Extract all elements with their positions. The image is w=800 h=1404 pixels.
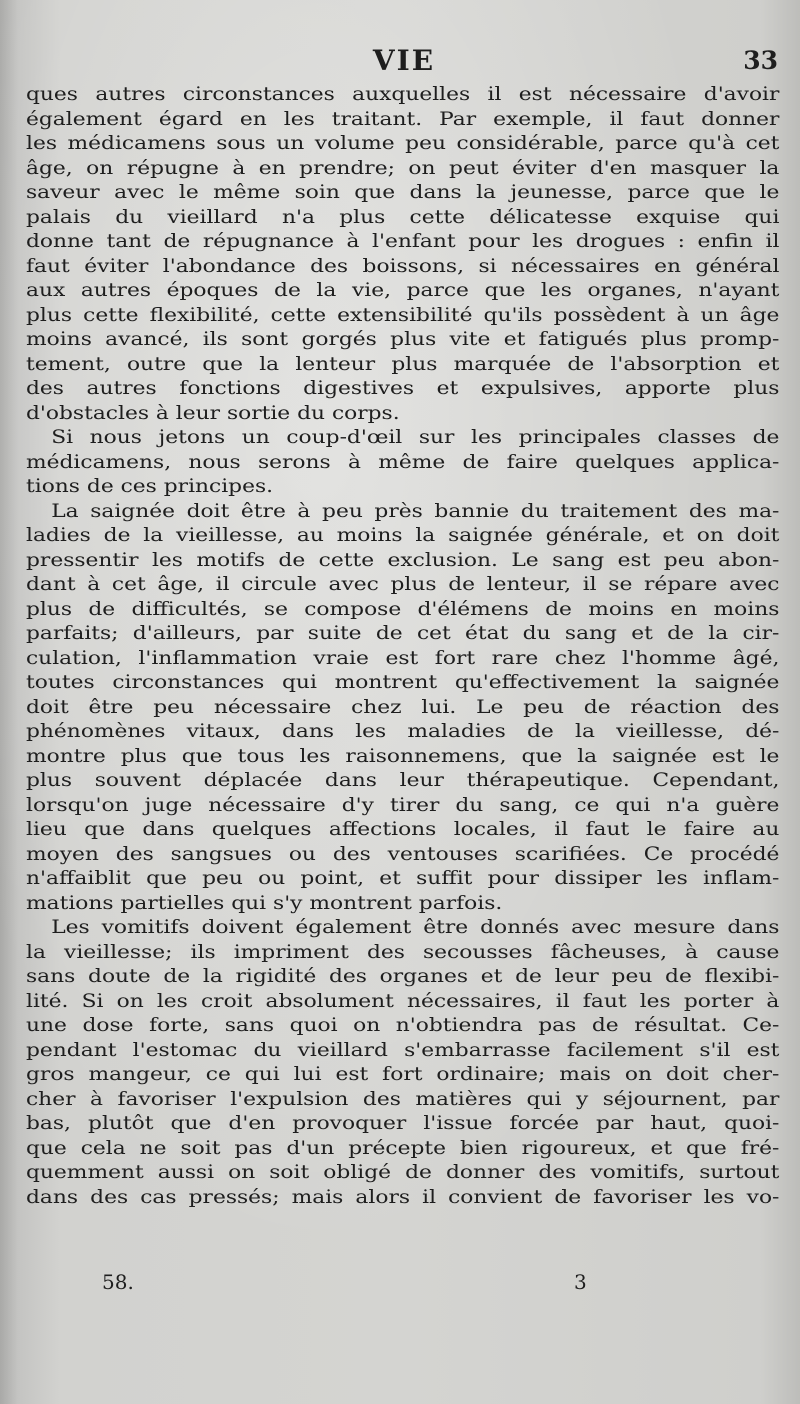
printer-signature: 58. [102, 1270, 134, 1294]
text-line: toutes circonstances qui montrent qu'effectivement la saignée [26, 671, 780, 693]
text-line: la vieillesse; ils impriment des secousses fâcheuses, à cause [26, 940, 780, 963]
text-line: plus souvent déplacée dans leur thérapeutique. Cependant, [26, 769, 780, 791]
text-line: quemment aussi on soit obligé de donner des vomitifs, surtout [26, 1161, 780, 1183]
text-line: gros mangeur, ce qui lui est fort ordinaire; mais on doit cher- [26, 1063, 780, 1085]
paragraph [26, 425, 780, 499]
text-line: sans doute de la rigidité des organes et de leur peu de flexibi- [26, 965, 780, 987]
text-line: tement, outre que la lenteur plus marquée de l'absorption et [26, 352, 780, 375]
text-line: n'affaiblit que peu ou point, et suffit pour dissiper les inflam- [26, 867, 780, 889]
body-text [26, 82, 780, 1209]
text-line: faut éviter l'abondance des boissons, si nécessaires en général [26, 254, 780, 277]
text-line: cher à favoriser l'expulsion des matières qui y séjournent, par [26, 1087, 780, 1110]
text-line: mations partielles qui s'y montrent parfois. [26, 891, 503, 914]
text-line: des autres fonctions digestives et expulsives, apporte plus [26, 377, 780, 399]
text-line: saveur avec le même soin que dans la jeunesse, parce que le [26, 181, 780, 203]
text-line: une dose forte, sans quoi on n'obtiendra pas de résultat. Ce- [26, 1014, 780, 1036]
text-line: plus cette flexibilité, cette extensibilité qu'ils possèdent à un âge [26, 303, 780, 326]
running-title: VIE [372, 44, 436, 77]
text-line: moins avancé, ils sont gorgés plus vite et fatigués plus promp- [26, 328, 780, 350]
text-line: lieu que dans quelques affections locales, il faut le faire au [26, 818, 780, 840]
text-line: que cela ne soit pas d'un précepte bien rigoureux, et que fré- [26, 1136, 780, 1159]
text-line: également égard en les traitant. Par exemple, il faut donner [26, 107, 780, 130]
page-footer [26, 1270, 782, 1298]
text-line: les médicamens sous un volume peu considérable, parce qu'à cet [26, 132, 780, 154]
text-line: Si nous jetons un coup-d'œil sur les principales classes de [51, 426, 780, 448]
text-line: dant à cet âge, il circule avec plus de lenteur, il se répare avec [26, 573, 780, 595]
text-line: pendant l'estomac du vieillard s'embarrasse facilement s'il est [26, 1038, 780, 1061]
text-line: aux autres époques de la vie, parce que les organes, n'ayant [26, 279, 780, 301]
paragraph [26, 499, 780, 916]
running-head [26, 44, 782, 84]
text-line: parfaits; d'ailleurs, par suite de cet état du sang et de la cir- [26, 622, 780, 644]
text-line: pressentir les motifs de cette exclusion. Le sang est peu abon- [26, 548, 780, 571]
text-line: culation, l'inflammation vraie est fort rare chez l'homme âgé, [26, 646, 780, 669]
page-number: 33 [743, 46, 778, 75]
text-line: doit être peu nécessaire chez lui. Le peu de réaction des [26, 695, 780, 718]
text-line: lorsqu'on juge nécessaire d'y tirer du sang, ce qui n'a guère [26, 793, 780, 816]
text-line: d'obstacles à leur sortie du corps. [26, 401, 400, 424]
text-line: moyen des sangsues ou des ventouses scarifiées. Ce procédé [26, 842, 780, 865]
text-line: Les vomitifs doivent également être donnés avec mesure dans [51, 916, 780, 938]
text-line: dans des cas pressés; mais alors il convient de favoriser les vo- [26, 1185, 780, 1208]
text-line: âge, on répugne à en prendre; on peut éviter d'en masquer la [26, 156, 780, 179]
text-line: La saignée doit être à peu près bannie du traitement des ma- [51, 499, 780, 522]
text-line: montre plus que tous les raisonnemens, que la saignée est le [26, 744, 780, 767]
text-line: phénomènes vitaux, dans les maladies de la vieillesse, dé- [26, 720, 780, 742]
text-line: bas, plutôt que d'en provoquer l'issue forcée par haut, quoi- [26, 1112, 780, 1134]
text-line: ques autres circonstances auxquelles il est nécessaire d'avoir [26, 83, 780, 105]
text-line: lité. Si on les croit absolument nécessaires, il faut les porter à [26, 989, 780, 1012]
text-line: médicamens, nous serons à même de faire quelques applica- [26, 450, 780, 473]
paragraph [26, 915, 780, 1209]
text-line: ladies de la vieillesse, au moins la saignée générale, et on doit [26, 524, 780, 546]
text-line: palais du vieillard n'a plus cette délicatesse exquise qui [26, 205, 780, 228]
text-line: tions de ces principes. [26, 475, 274, 497]
sheet-mark: 3 [574, 1270, 587, 1294]
text-line: plus de difficultés, se compose d'élémens de moins en moins [26, 597, 780, 620]
text-line: donne tant de répugnance à l'enfant pour les drogues : enfin il [26, 230, 780, 252]
paragraph [26, 82, 780, 425]
